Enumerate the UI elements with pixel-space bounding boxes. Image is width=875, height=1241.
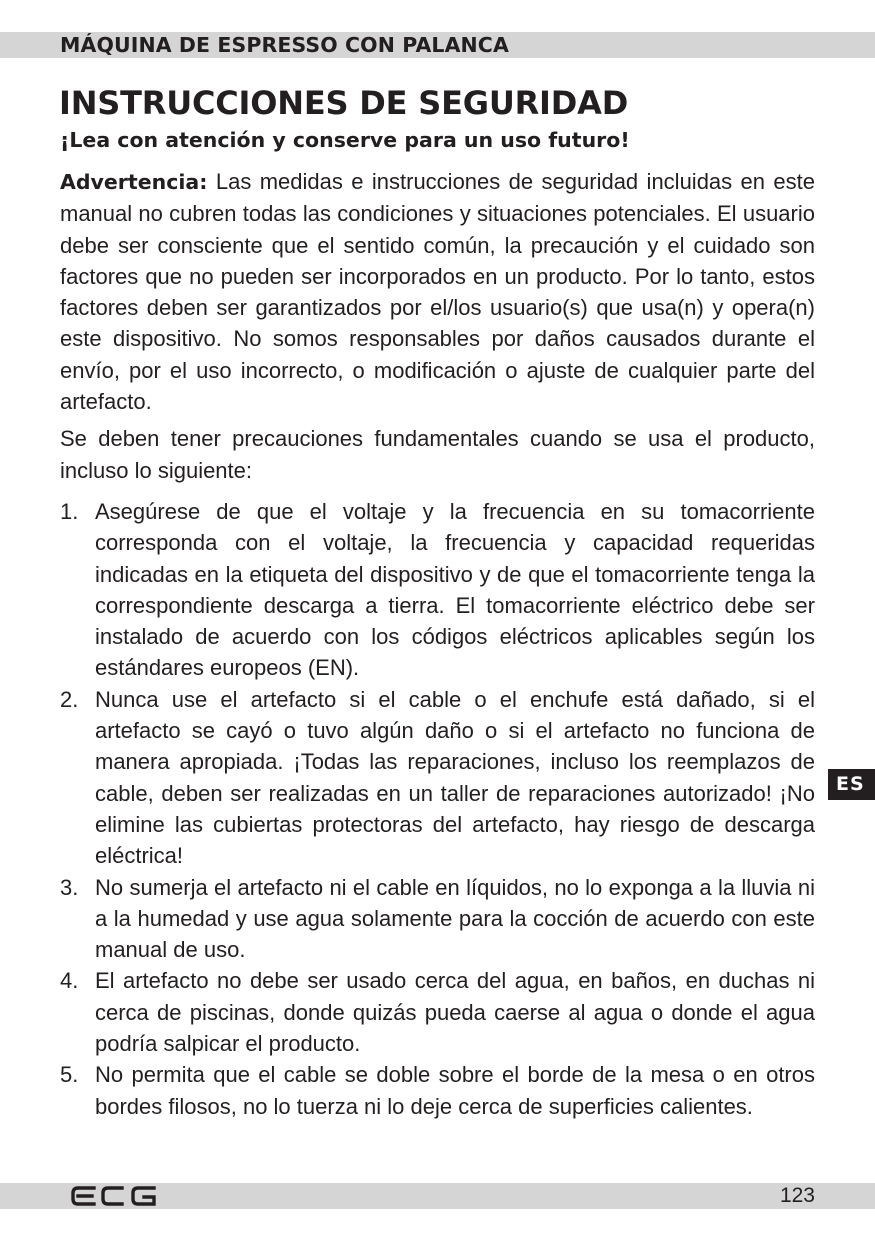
warning-label: Advertencia: [60, 170, 208, 194]
item-text: Asegúrese de que el voltaje y la frecuencia en su tomacorriente corresponda con el voltaje, la frecuencia y capacidad requeridas indicadas en la etiqueta del dispositivo y de que el tomacorriente tenga la correspondiente descarga a tierra. El tomacorriente eléctrico debe ser instalado de acuerdo con los códigos eléctricos aplicables según los estándares europeos (EN). [95, 498, 815, 681]
list-item [60, 684, 815, 872]
page-title: INSTRUCCIONES DE SEGURIDAD [59, 84, 629, 122]
item-text: No permita que el cable se doble sobre el borde de la mesa o en otros bordes filosos, no lo tuerza ni lo deje cerca de superficies calientes. [95, 1062, 815, 1119]
list-item [60, 965, 815, 1059]
item-text: No sumerja el artefacto ni el cable en líquidos, no lo exponga a la lluvia ni a la humedad y use agua solamente para la cocción de acuerdo con este manual de uso. [95, 874, 815, 963]
list-item [60, 872, 815, 966]
product-name: MÁQUINA DE ESPRESSO CON PALANCA [60, 33, 509, 57]
page-number: 123 [779, 1184, 815, 1207]
list-item [60, 1059, 815, 1122]
content [60, 166, 815, 1122]
warning-text: Las medidas e instrucciones de seguridad incluidas en este manual no cubren todas las condiciones y situaciones potenciales. El usuario debe ser consciente que el sentido común, la precaución y el cuidado son factores que no pueden ser incorporados en un producto. Por lo tanto, estos factores deben ser garantizados por el/los usuario(s) que usa(n) y opera(n) este dispositivo. No somos responsables por daños causados durante el envío, por el uso incorrecto, o modificación o ajuste de cualquier parte del artefacto. [60, 169, 815, 415]
item-text: El artefacto no debe ser usado cerca del agua, en baños, en duchas ni cerca de piscinas, donde quizás pueda caerse al agua o donde el agua podría salpicar el producto. [95, 968, 815, 1057]
item-number: 5. [60, 1062, 79, 1088]
warning-paragraph [60, 166, 815, 417]
list-item [60, 496, 815, 684]
item-number: 4. [60, 968, 79, 994]
ecg-logo [70, 1185, 158, 1207]
safety-list [60, 496, 815, 1122]
header-band [0, 32, 875, 58]
language-tab: ES [828, 769, 875, 800]
item-text: Nunca use el artefacto si el cable o el enchufe está dañado, si el artefacto se cayó o tuvo algún daño o si el artefacto no funciona de manera apropiada. ¡Todas las reparaciones, incluso los reemplazos de cable, deben ser realizadas en un taller de reparaciones autorizado! ¡No elimine las cubiertas protectoras del artefacto, hay riesgo de descarga eléctrica! [95, 686, 815, 869]
intro-paragraph: Se deben tener precauciones fundamentales cuando se usa el producto, incluso lo siguiente: [60, 426, 815, 483]
item-number: 2. [60, 686, 79, 712]
subtitle: ¡Lea con atención y conserve para un uso futuro! [60, 128, 630, 152]
item-number: 1. [60, 498, 79, 524]
item-number: 3. [60, 874, 79, 900]
